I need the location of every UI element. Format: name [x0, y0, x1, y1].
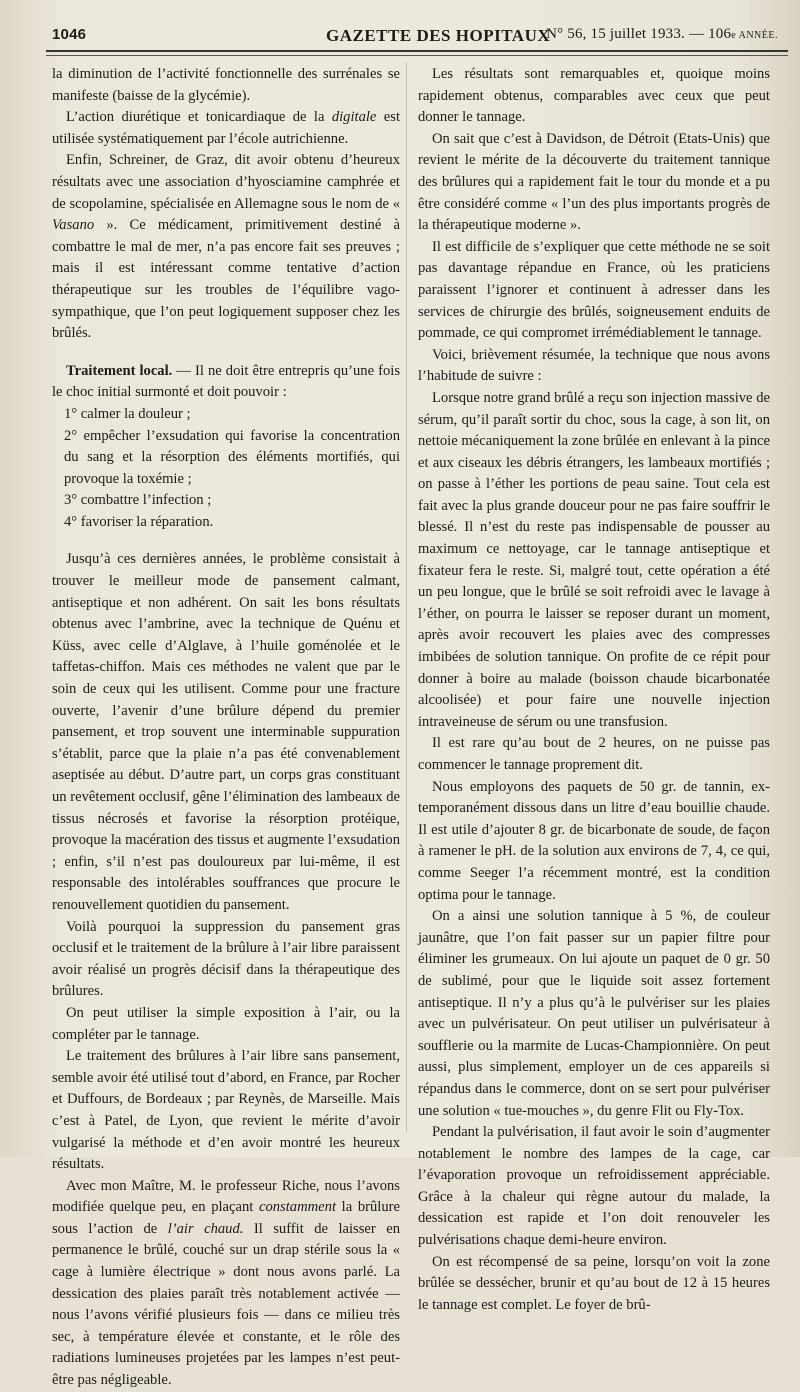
paragraph: L’action diurétique et tonicardiaque de la digitale est utilisée systématiquement par l’école autrichienne.: [52, 109, 400, 147]
paragraph: Pendant la pulvérisation, il faut avoir le soin d’augmenter notablement le nombre des lampes de la cage, car l’évaporation provoque un refroidissement appréciable. Grâce à la chaleur qui règne autour du malade, la dessication est rapide et l’on doit renouveler les pulvérisations chaque demi-heure environ.: [418, 1124, 770, 1249]
paragraph: Voici, brièvement résumée, la technique que nous avons l’habitude de suivre :: [418, 346, 770, 385]
issue-year-suffix: e ANNÉE.: [731, 30, 778, 41]
paragraph: Nous employons des paquets de 50 gr. de tannin, ex-temporanément dissous dans un litre d’eau bouillie chaude. Il est utile d’ajouter 8 gr. de bicarbonate de soude, de façon à ramener le pH. de la solution aux environs de 7, 4, ce qui, comme Seeger l’a récemment montré, est la condition optima pour le tannage.: [418, 778, 770, 903]
paragraph: Lorsque notre grand brûlé a reçu son injection massive de sérum, qu’il paraît sortir du choc, sous la cage, à son lit, on nettoie mécaniquement la zone brûlée en enlevant à la pince et aux ciseaux les débris étrangers, les lambeaux mortifiés ; on passe à l’éther les portions de peau saine. Tout cela est fait avec la plus grande douceur pour ne pas faire souffrir le blessé. Il n’est du reste pas indispensable de pousser au maximum ce nettoyage, car le tannage antiseptique et fixateur fera le reste. Si, malgré tout, cette opération a été un peu longue, que le brûlé se soit refroidi avec le lavage à l’éther, on pourra le laisser se reposer durant un moment, après avoir recouvert les plaies avec des compresses imbibées de solution tannique. On profite de ce répit pour donner à boire au malade (boisson chaude bicarbonatée alcoolisée) et pour faire une nouvelle injection intraveineuse de sérum ou une transfusion.: [418, 389, 770, 730]
paragraph: Il est rare qu’au bout de 2 heures, on ne puisse pas commencer le tannage proprement dit.: [418, 735, 770, 773]
paragraph: On est récompensé de sa peine, lorsqu’on voit la zone brûlée se dessécher, brunir et qu’au bout de 12 à 15 heures le tannage est complet. Le foyer de brû-: [418, 1253, 770, 1313]
issue-date: N° 56, 15 juillet 1933. — 106: [546, 26, 732, 42]
paragraph: Il est difficile de s’expliquer que cette méthode ne se soit pas davantage répandue en France, où les praticiens paraissent l’ignorer et continuent à adresser dans les services de chirurgie des brûlés, soigneusement enduits de pommade, ce qui compromet irrémédiablement le tannage.: [418, 238, 770, 342]
paragraph: On peut utiliser la simple exposition à l’air, ou la compléter par le tannage.: [52, 1004, 400, 1043]
paragraph: Jusqu’à ces dernières années, le problème consistait à trouver le meilleur mode de pansement calmant, antiseptique et non adhérent. On sait les bons résultats obtenus avec l’ambrine, avec la technique de Quénu et Küss, avec celle d’Alglave, à l’huile goménolée et le taffetas-chiffon. Mais ces méthodes ne valent que par le soin de ceux qui les utilisent. Comme pour une fracture ouverte, l’avenir d’une brûlure dépend du premier pansement, et trop souvent une interminable suppuration s’établit, parce que la plaie n’a pas été convenablement aseptisée au début. D’autre part, un corps gras constituant un revêtement occlusif, gêne l’élimination des lambeaux de tissus nécrosés et favorise la résorption protéique, provoque la macération des tissus et augmente l’exsudation ; enfin, s’il n’est pas douloureux par lui-même, il est responsable des intolérables souffrances que procure le renouvellement quotidien du pansement.: [52, 551, 400, 913]
issue-info: [546, 26, 778, 43]
journal-title: GAZETTE DES HOPITAUX: [326, 26, 551, 45]
list-item: 3° combattre l’infection ;: [64, 492, 212, 509]
column-divider: [406, 62, 407, 1132]
paragraph: On a ainsi une solution tannique à 5 %, de couleur jaunâtre, que l’on fait passer sur un papier filtre pour éliminer les grumeaux. On lui ajoute un paquet de 0 gr. 50 de sublimé, pour que le liquide soit assez fortement antiseptique. Il n’y a plus qu’à le pulvériser sur les plaies avec un pulvérisateur. On peut utiliser un pulvérisateur à soufflerie ou la marmite de Lucas-Championnière. On peut aussi, plus simplement, employer un de ces appareils si répandus dans le commerce, dont on se sert pour pulvériser une solution « tue-mouches », du genre Flit ou Fly-Tox.: [418, 908, 770, 1119]
paragraph: la diminution de l’activité fonctionnelle des surrénales se manifeste (baisse de la glycémie).: [52, 66, 400, 104]
right-column: [418, 64, 770, 1316]
list-item: 4° favoriser la réparation.: [64, 513, 214, 530]
section-heading: Traitement local.: [66, 362, 173, 379]
section-heading-paragraph: Traitement local. — Il ne doit être entrepris qu’une fois le choc initial surmonté et doit pouvoir :: [52, 362, 401, 401]
paragraph: Enfin, Schreiner, de Graz, dit avoir obtenu d’heureux résultats avec une association d’hyosciamine camphrée et de scopolamine, spécialisée en Allemagne sous le nom de « Vasano ». Ce médicament, primitivement destiné à combattre le mal de mer, n’a pas encore fait ses preuves ; mais il est intéressant comme tentative d’action thérapeutique sur les troubles de l’équilibre vago-sympathique, que l’on peut logiquement supposer chez les brûlés.: [52, 152, 400, 342]
list-item: 1° calmer la douleur ;: [64, 405, 191, 422]
list-item: 2° empêcher l’exsudation qui favorise la concentration du sang et la résorption des éléments mortifiés, qui provoque la toxémie ;: [64, 427, 400, 487]
paragraph: Les résultats sont remarquables et, quoique moins rapidement obtenus, comparables avec ceux que peut donner le tannage.: [418, 66, 770, 126]
paragraph: Avec mon Maître, M. le professeur Riche, nous l’avons modifiée quelque peu, en plaçant constamment la brûlure sous l’action de l’air chaud. Il suffit de laisser en permanence le brûlé, couché sur un drap stérile sous la « cage à lumière électrique » dont nous avons parlé. La dessication des plaies paraît très notablement activée — nous l’avons vérifié plusieurs fois — dans ce milieu très sec, à température élevée et constante, et le rôle des radiations lumineuses projetées par les lampes n’est peut-être pas négligeable.: [52, 1177, 400, 1389]
paragraph: Le traitement des brûlures à l’air libre sans pansement, semble avoir été utilisé tout d’abord, en France, par Rocher et Duffours, de Bordeaux ; par Reynès, de Marseille. Mais c’est à Patel, de Lyon, que revient le mérite d’avoir vulgarisé la méthode et d’en avoir montré les heureux résultats.: [52, 1048, 400, 1173]
paragraph: On sait que c’est à Davidson, de Détroit (Etats-Unis) que revient le mérite de la découverte du traitement tannique des brûlures qui a rapidement fait le tour du monde et a pu être considéré comme « l’un des plus importants progrès de la thérapeutique moderne ».: [418, 130, 770, 234]
page-number: 1046: [52, 26, 87, 43]
header-rule: [46, 50, 788, 56]
left-column: [52, 64, 400, 1392]
page-header: [46, 22, 786, 48]
paragraph: Voilà pourquoi la suppression du pansement gras occlusif et le traitement de la brûlure à l’air libre paraissent avoir réalisé un progrès décisif dans la thérapeutique des brûlures.: [52, 918, 400, 1000]
